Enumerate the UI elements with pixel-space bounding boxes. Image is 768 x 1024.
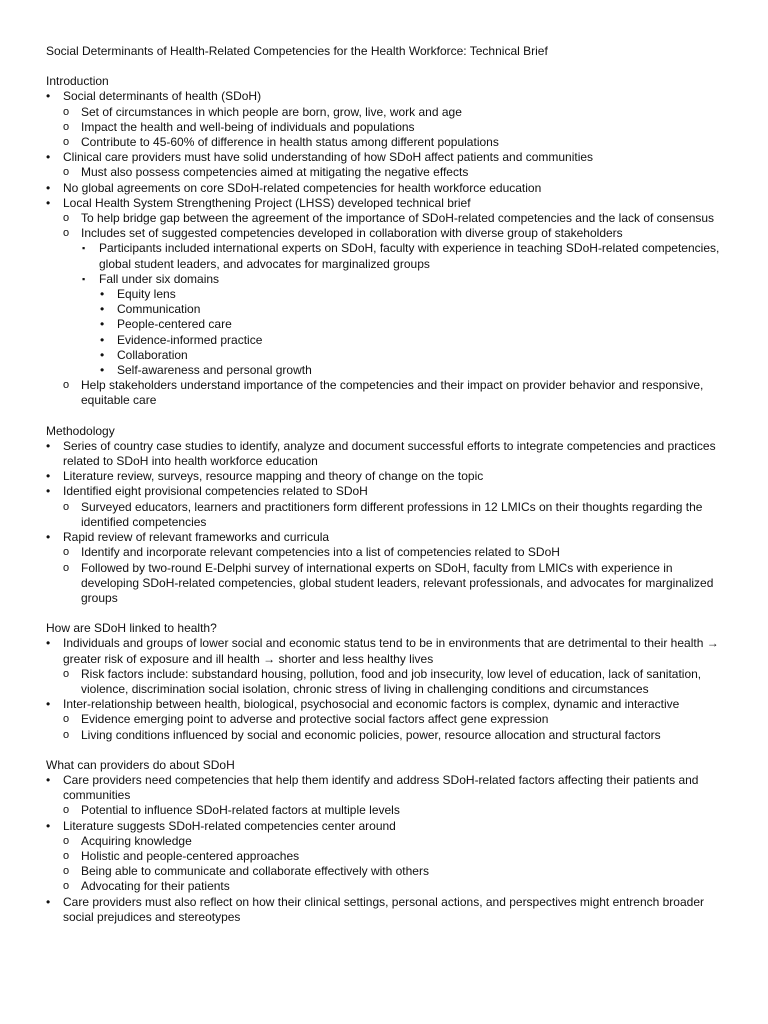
list-item <box>46 697 722 712</box>
list-item-text: Holistic and people-centered approaches <box>81 848 300 863</box>
list-item-text: To help bridge gap between the agreement of the importance of SDoH-related competencies and the lack of consensus <box>81 211 715 226</box>
list-item <box>46 378 722 408</box>
list-item <box>46 895 722 925</box>
list-item-text: Participants included international experts on SDoH, faculty with experience in teaching SDoH-related competencies, global student leaders, and advocates for marginalized groups <box>99 241 720 271</box>
bullet-marker: o <box>63 713 70 726</box>
list-item-text: Collaboration <box>117 347 188 362</box>
list-item <box>46 484 722 499</box>
bullet-marker: o <box>63 804 70 817</box>
list-item <box>46 181 722 196</box>
list-item <box>46 803 722 818</box>
list-item-text: Includes set of suggested competencies developed in collaboration with diverse group of stakeholders <box>81 226 623 241</box>
list-item-text: Evidence emerging point to adverse and protective social factors affect gene expression <box>81 712 549 727</box>
bullet-list <box>46 636 722 742</box>
list-item-text: Literature suggests SDoH-related competencies center around <box>63 818 396 833</box>
bullet-marker: • <box>46 697 51 712</box>
bullet-marker: o <box>63 561 70 574</box>
bullet-marker: o <box>63 105 70 118</box>
list-item-text: Identify and incorporate relevant competencies into a list of competencies related to SDoH <box>81 545 560 560</box>
list-item-text: Series of country case studies to identify, analyze and document successful efforts to integrate competencies and practices related to SDoH into health workforce education <box>63 438 716 469</box>
bullet-marker: o <box>63 546 70 559</box>
bullet-list <box>46 439 722 606</box>
list-item-text: Clinical care providers must have solid understanding of how SDoH affect patients and communities <box>63 150 594 165</box>
bullet-marker: • <box>100 347 105 362</box>
list-item <box>46 287 722 302</box>
bullet-marker: o <box>63 667 70 680</box>
bullet-marker: • <box>100 332 105 347</box>
list-item-text: Identified eight provisional competencies related to SDoH <box>63 484 368 499</box>
section <box>46 74 722 408</box>
list-item <box>46 561 722 607</box>
list-item-text: Surveyed educators, learners and practitioners form different professions in 12 LMICs on their thoughts regarding the identified competencies <box>81 499 703 529</box>
list-item-text: Rapid review of relevant frameworks and curricula <box>63 530 330 545</box>
list-item <box>46 333 722 348</box>
list-item-text: Risk factors include: substandard housing, pollution, food and job insecurity, low level of education, lack of sanitation, violence, discrimination social isolation, chronic stress of living in challenging conditions and circumstances <box>81 666 702 696</box>
bullet-marker: • <box>46 484 51 499</box>
document-body <box>46 74 722 925</box>
list-item-text: Self-awareness and personal growth <box>117 363 312 378</box>
list-item <box>46 469 722 484</box>
section-heading: What can providers do about SDoH <box>46 757 235 772</box>
list-item <box>46 439 722 469</box>
list-item-text: Potential to influence SDoH-related factors at multiple levels <box>81 803 400 818</box>
bullet-marker: ▪ <box>82 243 86 254</box>
list-item-text: People-centered care <box>117 317 232 332</box>
bullet-marker: o <box>63 834 70 847</box>
list-item <box>46 879 722 894</box>
section <box>46 621 722 743</box>
bullet-marker: • <box>46 195 51 210</box>
list-item <box>46 636 722 666</box>
list-item <box>46 317 722 332</box>
list-item <box>46 120 722 135</box>
list-item <box>46 363 722 378</box>
list-item-text: Communication <box>117 302 201 317</box>
list-item-text: Must also possess competencies aimed at mitigating the negative effects <box>81 165 469 180</box>
list-item <box>46 226 722 241</box>
bullet-marker: o <box>63 166 70 179</box>
bullet-marker: o <box>63 227 70 240</box>
list-item <box>46 211 722 226</box>
bullet-marker: • <box>46 469 51 484</box>
list-item <box>46 241 722 271</box>
bullet-marker: o <box>63 212 70 225</box>
bullet-marker: o <box>63 500 70 513</box>
bullet-marker: • <box>46 438 51 453</box>
bullet-marker: • <box>100 363 105 378</box>
list-item <box>46 500 722 530</box>
list-item-text: Set of circumstances in which people are born, grow, live, work and age <box>81 104 462 119</box>
list-item <box>46 864 722 879</box>
list-item-text: Equity lens <box>117 287 176 302</box>
bullet-marker: • <box>46 530 51 545</box>
bullet-marker: • <box>46 180 51 195</box>
list-item <box>46 302 722 317</box>
list-item-text: Living conditions influenced by social and economic policies, power, resource allocation and structural factors <box>81 727 661 742</box>
section-heading: Methodology <box>46 423 115 438</box>
bullet-marker: o <box>63 728 70 741</box>
bullet-list <box>46 773 722 925</box>
list-item-text: Contribute to 45-60% of difference in health status among different populations <box>81 135 499 150</box>
section-heading: Introduction <box>46 74 109 89</box>
list-item-text: Social determinants of health (SDoH) <box>63 89 262 104</box>
list-item <box>46 165 722 180</box>
list-item-text: No global agreements on core SDoH-related competencies for health workforce education <box>63 180 542 195</box>
list-item <box>46 272 722 287</box>
bullet-marker: o <box>63 379 70 392</box>
list-item <box>46 530 722 545</box>
list-item <box>46 348 722 363</box>
section <box>46 424 722 606</box>
list-item-text: Individuals and groups of lower social and economic status tend to be in environments that are detrimental to their health → greater risk of exposure and ill health → shorter and less healthy lives <box>63 636 719 666</box>
list-item-text: Acquiring knowledge <box>81 833 192 848</box>
list-item-text: Evidence-informed practice <box>117 332 263 347</box>
list-item-text: Care providers must also reflect on how their clinical settings, personal actions, and perspectives might entrench broader social prejudices and stereotypes <box>63 894 704 924</box>
list-item <box>46 150 722 165</box>
list-item-text: Being able to communicate and collaborate effectively with others <box>81 864 429 879</box>
bullet-marker: • <box>100 302 105 317</box>
bullet-marker: • <box>46 636 51 651</box>
list-item-text: Literature review, surveys, resource mapping and theory of change on the topic <box>63 469 484 484</box>
bullet-marker: ▪ <box>82 273 86 284</box>
list-item-text: Advocating for their patients <box>81 879 230 894</box>
bullet-list <box>46 89 722 408</box>
list-item <box>46 135 722 150</box>
list-item <box>46 89 722 104</box>
list-item-text: Impact the health and well-being of individuals and populations <box>81 119 415 134</box>
bullet-marker: o <box>63 865 70 878</box>
bullet-marker: • <box>100 317 105 332</box>
list-item <box>46 712 722 727</box>
list-item <box>46 105 722 120</box>
bullet-marker: • <box>46 150 51 165</box>
list-item <box>46 728 722 743</box>
list-item <box>46 667 722 697</box>
list-item <box>46 545 722 560</box>
bullet-marker: o <box>63 136 70 149</box>
list-item-text: Fall under six domains <box>99 271 220 286</box>
section-heading: How are SDoH linked to health? <box>46 621 217 636</box>
section <box>46 758 722 925</box>
list-item-text: Followed by two-round E-Delphi survey of international experts on SDoH, faculty from LMICs with experience in developing SDoH-related competencies, global student leaders, relevant professionals, and advocates for marginalized groups <box>81 560 714 605</box>
list-item-text: Local Health System Strengthening Project (LHSS) developed technical brief <box>63 195 471 210</box>
list-item-text: Care providers need competencies that help them identify and address SDoH-related factors affecting their patients and communities <box>63 772 699 803</box>
bullet-marker: o <box>63 880 70 893</box>
bullet-marker: o <box>63 120 70 133</box>
document-title: Social Determinants of Health-Related Competencies for the Health Workforce: Technical Brief <box>46 44 548 58</box>
list-item <box>46 196 722 211</box>
list-item <box>46 849 722 864</box>
list-item <box>46 819 722 834</box>
bullet-marker: • <box>100 287 105 302</box>
list-item <box>46 834 722 849</box>
bullet-marker: • <box>46 89 51 104</box>
list-item <box>46 773 722 803</box>
bullet-marker: • <box>46 772 51 787</box>
list-item-text: Inter-relationship between health, biological, psychosocial and economic factors is complex, dynamic and interactive <box>63 697 680 712</box>
bullet-marker: o <box>63 849 70 862</box>
bullet-marker: • <box>46 818 51 833</box>
list-item-text: Help stakeholders understand importance of the competencies and their impact on provider behavior and responsive, equitable care <box>81 378 704 408</box>
bullet-marker: • <box>46 894 51 909</box>
